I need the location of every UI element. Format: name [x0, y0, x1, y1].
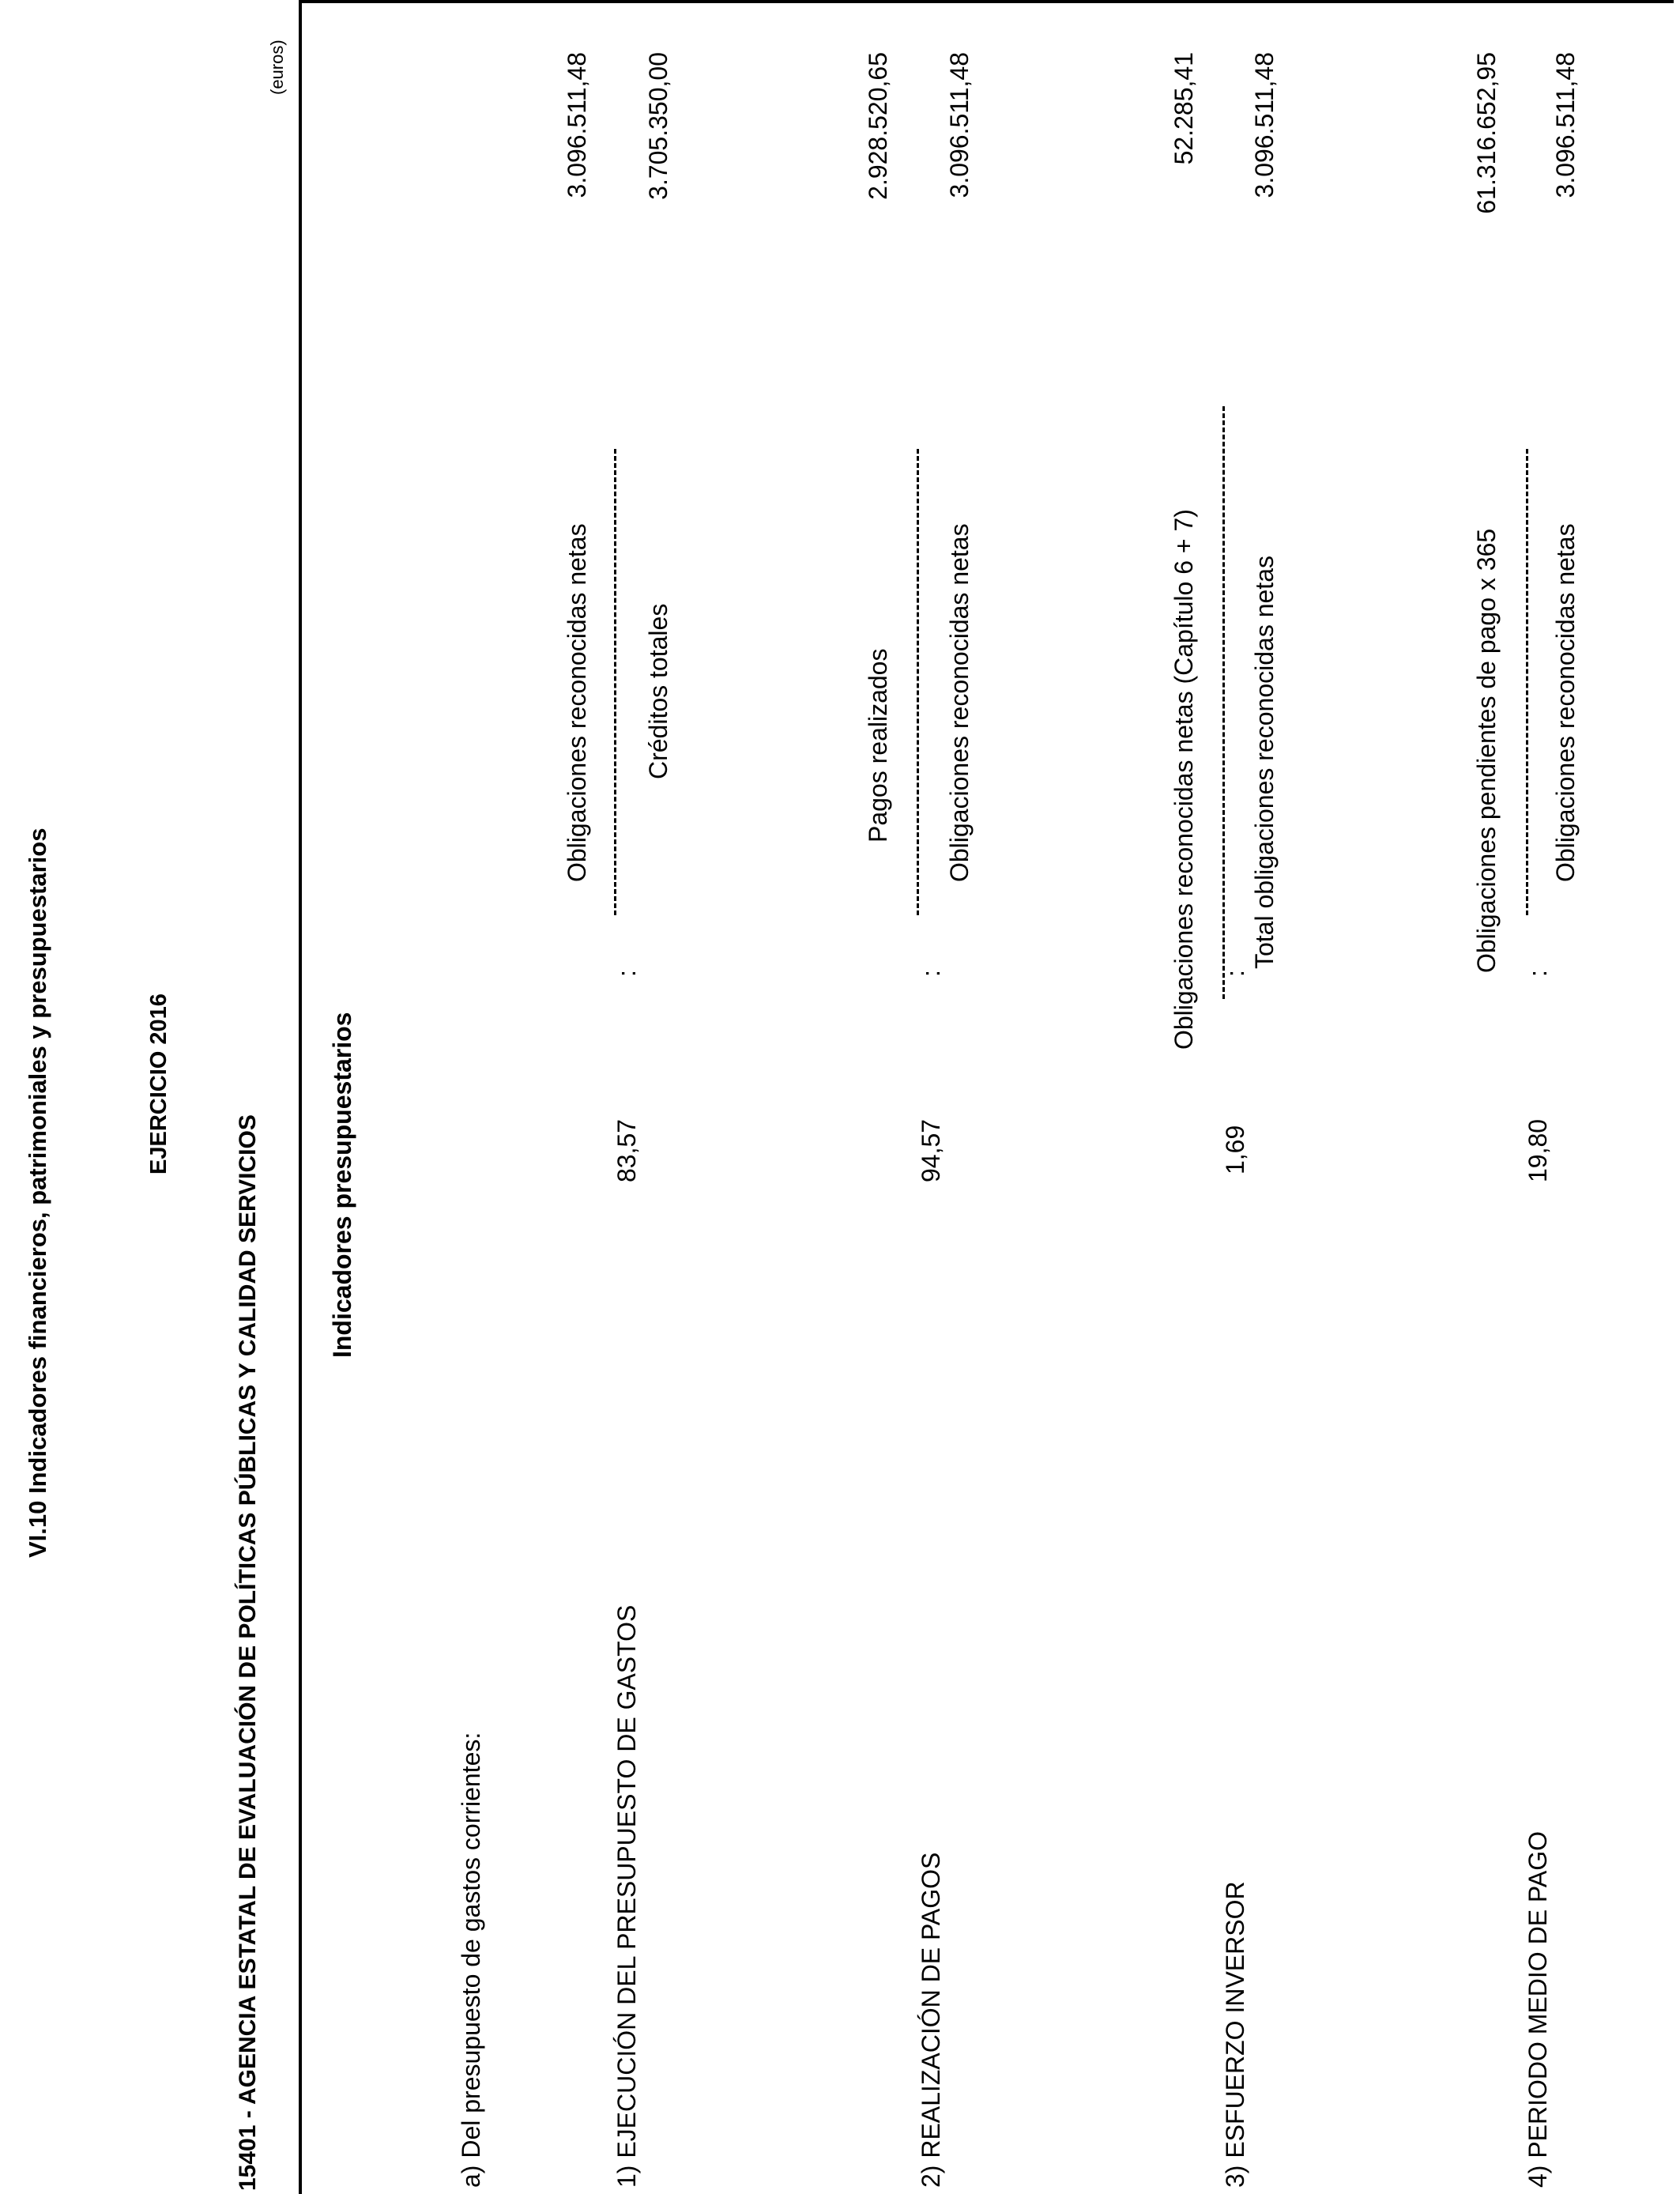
denominator-label: Obligaciones reconocidas netas — [1551, 523, 1580, 882]
fraction-line — [614, 449, 616, 915]
document-title: VI.10 Indicadores financieros, patrimoniales y presupuestarios — [24, 827, 51, 1558]
denominator-label: Obligaciones reconocidas netas — [945, 523, 974, 882]
units-label: (euros) — [267, 40, 287, 95]
numerator-label: Obligaciones pendientes de pago x 365 — [1472, 528, 1501, 973]
indicator-separator: : — [917, 970, 945, 977]
fraction-line — [1526, 449, 1528, 915]
denominator-value: 3.096.511,48 — [1551, 52, 1580, 198]
top-rule — [299, 0, 302, 2194]
indicator-value: 1,69 — [1221, 1125, 1249, 1174]
numerator-value: 61.316.652,95 — [1472, 52, 1501, 214]
numerator-value: 3.096.511,48 — [563, 52, 591, 198]
numerator-label: Obligaciones reconocidas netas — [563, 523, 591, 882]
indicator-value: 19,80 — [1524, 1118, 1552, 1182]
fraction-line — [1222, 406, 1225, 999]
indicator-separator: : — [1221, 970, 1249, 977]
indicator-name: 1) EJECUCIÓN DEL PRESUPUESTO DE GASTOS — [612, 1604, 641, 2188]
denominator-value: 3.705.350,00 — [644, 52, 672, 200]
denominator-label: Créditos totales — [644, 603, 672, 779]
numerator-label: Pagos realizados — [864, 648, 892, 843]
indicator-name: 2) REALIZACIÓN DE PAGOS — [917, 1852, 945, 2188]
right-rule — [299, 0, 1674, 3]
indicator-name: 4) PERIODO MEDIO DE PAGO — [1524, 1830, 1552, 2188]
numerator-value: 2.928.520,65 — [864, 52, 892, 200]
indicator-name: 3) ESFUERZO INVERSOR — [1221, 1881, 1249, 2188]
entity-heading: 15401 - AGENCIA ESTATAL DE EVALUACIÓN DE POLÍTICAS PÚBLICAS Y CALIDAD SERVICIOS — [235, 1114, 261, 2191]
denominator-value: 3.096.511,48 — [945, 52, 974, 198]
section-heading: Indicadores presupuestarios — [328, 1012, 356, 1358]
denominator-label: Total obligaciones reconocidas netas — [1250, 556, 1279, 969]
denominator-value: 3.096.511,48 — [1250, 52, 1279, 198]
numerator-label: Obligaciones reconocidas netas (Capítulo 6 + 7) — [1170, 509, 1198, 1050]
subsection-label: a) Del presupuesto de gastos corrientes: — [457, 1732, 485, 2188]
fraction-line — [917, 449, 919, 915]
indicator-separator: : — [612, 970, 641, 977]
indicator-value: 94,57 — [917, 1118, 945, 1182]
exercise-heading: EJERCICIO 2016 — [146, 993, 171, 1174]
indicator-value: 83,57 — [612, 1118, 641, 1182]
indicator-separator: : — [1524, 970, 1552, 977]
numerator-value: 52.285,41 — [1170, 52, 1198, 165]
